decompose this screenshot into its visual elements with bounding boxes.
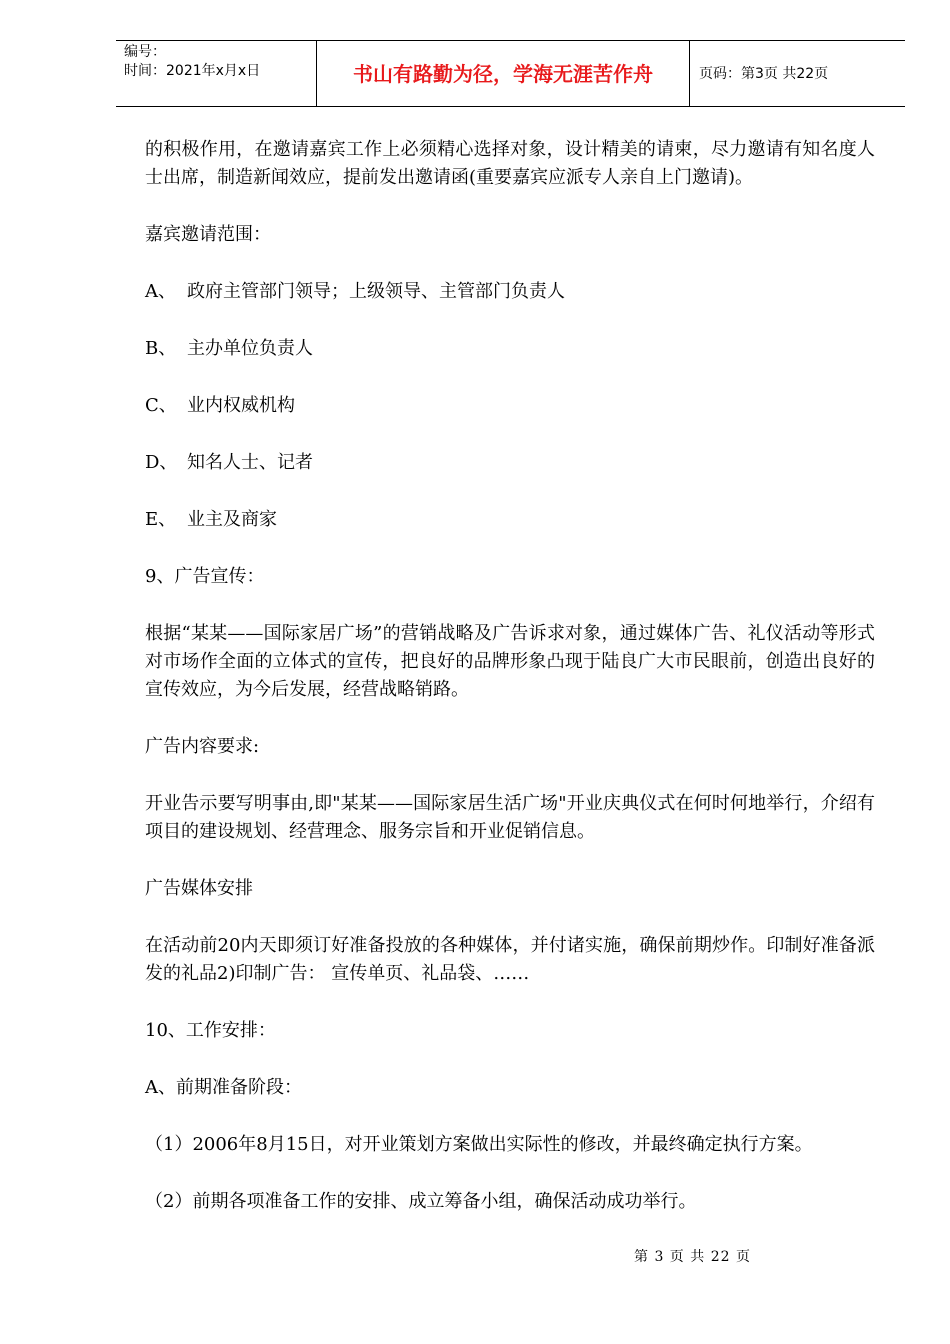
- list-item-text: 知名人士、记者: [187, 452, 313, 473]
- list-item-text: 业内权威机构: [187, 395, 295, 416]
- step-item: （2）前期各项准备工作的安排、成立筹备小组，确保活动成功举行。: [145, 1191, 697, 1212]
- list-item-text: 主办单位负责人: [187, 338, 313, 359]
- list-item: [145, 335, 875, 363]
- phase-a-heading: A、前期准备阶段：: [145, 1077, 302, 1098]
- paragraph-media-plan: 在活动前20内天即须订好准备投放的各种媒体，并付诸实施，确保前期炒作。印制好准备派发的礼品2)印制广告： 宣传单页、礼品袋、……: [145, 935, 875, 984]
- header-motto: 书山有路勤为径，学海无涯苦作舟: [353, 62, 653, 86]
- serial-number-label: 编号：: [124, 44, 166, 60]
- section-heading-work-plan: 10、工作安排：: [145, 1020, 276, 1041]
- list-item: [145, 449, 875, 477]
- list-item-text: 政府主管部门领导；上级领导、主管部门负责人: [187, 281, 565, 302]
- ad-media-heading: 广告媒体安排: [145, 878, 253, 899]
- list-item-label: D、: [145, 452, 178, 473]
- header-divider: [689, 41, 690, 107]
- list-item: [145, 278, 875, 306]
- ad-content-heading: 广告内容要求:: [145, 736, 260, 757]
- guest-scope-heading: 嘉宾邀请范围：: [145, 224, 271, 245]
- list-item-text: 业主及商家: [187, 509, 277, 530]
- page-footer: 第 3 页 共 22 页: [634, 1249, 751, 1265]
- list-item: [145, 506, 875, 534]
- list-item-label: B、: [145, 338, 177, 359]
- paragraph-invitation: 的积极作用，在邀请嘉宾工作上必须精心选择对象，设计精美的请柬，尽力邀请有知名度人士出席，制造新闻效应，提前发出邀请函(重要嘉宾应派专人亲自上门邀请)。: [145, 139, 875, 188]
- list-item-label: E、: [145, 509, 177, 530]
- step-item: （1）2006年8月15日，对开业策划方案做出实际性的修改，并最终确定执行方案。: [145, 1134, 813, 1155]
- header-page-info: 页码：第3页 共22页: [699, 66, 829, 82]
- document-header: [116, 40, 905, 107]
- paragraph-announcement: 开业告示要写明事由,即"某某——国际家居生活广场"开业庆典仪式在何时何地举行，介绍有项目的建设规划、经营理念、服务宗旨和开业促销信息。: [145, 793, 875, 842]
- date-label: 时间：2021年x月x日: [124, 63, 261, 79]
- document-body: [145, 136, 875, 1216]
- list-item: [145, 392, 875, 420]
- list-item-label: C、: [145, 395, 177, 416]
- section-heading-advertising: 9、广告宣传：: [145, 566, 265, 587]
- list-item-label: A、: [145, 281, 176, 302]
- paragraph-marketing: 根据“某某——国际家居广场”的营销战略及广告诉求对象，通过媒体广告、礼仪活动等形式对市场作全面的立体式的宣传，把良好的品牌形象凸现于陆良广大市民眼前，创造出良好的宣传效应，为今后发展，经营战略销路。: [145, 623, 875, 700]
- header-meta: [124, 43, 316, 81]
